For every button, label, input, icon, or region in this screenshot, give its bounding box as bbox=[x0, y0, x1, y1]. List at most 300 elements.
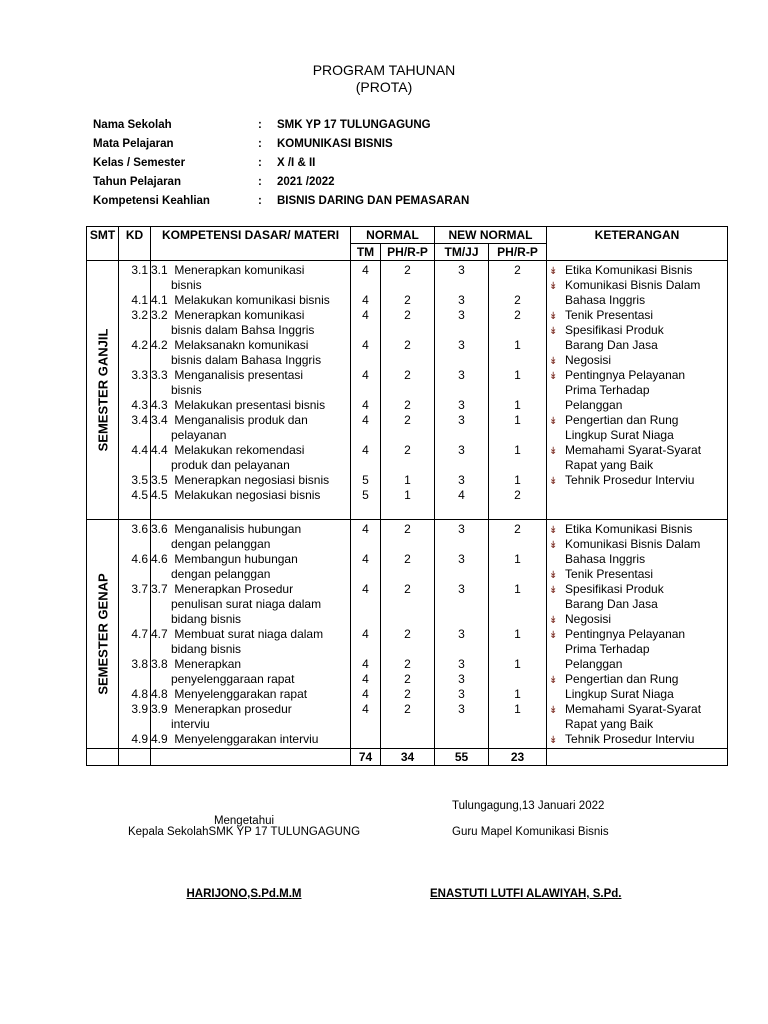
keterangan-line bbox=[547, 702, 727, 717]
keterangan-line bbox=[547, 263, 727, 278]
keterangan-text: Bahasa Inggris bbox=[565, 552, 646, 566]
tm-cell: 4 bbox=[362, 582, 369, 596]
keterangan-text: Komunikasi Bisnis Dalam bbox=[565, 537, 701, 551]
keterangan-column bbox=[547, 263, 727, 518]
keterangan-text: Pentingnya Pelayanan bbox=[565, 627, 686, 641]
keterangan-line bbox=[547, 582, 727, 597]
right-signature-name: ENASTUTI LUTFI ALAWIYAH, S.Pd. bbox=[430, 888, 622, 900]
phrp2-cell bbox=[489, 428, 546, 443]
right-signature-title: Guru Mapel Komunikasi Bisnis bbox=[452, 826, 609, 838]
tm-cell bbox=[351, 278, 380, 293]
bullet-arrow-icon: ↡ bbox=[549, 281, 558, 292]
phrp-cell: 2 bbox=[404, 368, 411, 382]
phrp-cell: 2 bbox=[404, 443, 411, 457]
materi-cell: 3.9 Menerapkan prosedur bbox=[151, 702, 292, 716]
tm-cell bbox=[351, 428, 380, 443]
keterangan-line bbox=[547, 473, 727, 488]
materi-cell: 4.9 Menyelenggarakan interviu bbox=[151, 732, 319, 746]
kd-cell bbox=[119, 717, 150, 732]
keterangan-text: Tehnik Prosedur Interviu bbox=[565, 473, 695, 487]
phrp-column bbox=[381, 263, 434, 518]
tm-column bbox=[351, 263, 380, 518]
tmjj-cell: 3 bbox=[458, 368, 465, 382]
phrp-cell bbox=[381, 537, 434, 552]
phrp-cell: 2 bbox=[404, 552, 411, 566]
phrp-cell bbox=[381, 612, 434, 627]
tm-cell bbox=[351, 323, 380, 338]
tmjj-cell bbox=[435, 353, 488, 368]
semester-genap-cell bbox=[87, 520, 119, 749]
phrp2-cell bbox=[489, 732, 546, 747]
keterangan-line bbox=[547, 383, 727, 398]
info-label: Kompetensi Keahlian bbox=[93, 195, 210, 207]
materi-cell: penyelenggaraan rapat bbox=[151, 672, 295, 686]
tm-cell: 4 bbox=[362, 413, 369, 427]
kd-cell: 4.6 bbox=[131, 552, 148, 566]
keterangan-line bbox=[547, 687, 727, 702]
total-tmjj: 55 bbox=[435, 749, 489, 766]
tm-cell: 4 bbox=[362, 398, 369, 412]
phrp2-cell: 1 bbox=[514, 368, 521, 382]
phrp-new-column bbox=[489, 522, 546, 747]
materi-cell bbox=[151, 503, 350, 518]
phrp2-cell: 2 bbox=[514, 263, 521, 277]
tmjj-cell bbox=[435, 642, 488, 657]
kd-cell bbox=[119, 353, 150, 368]
tmjj-cell bbox=[435, 428, 488, 443]
info-value: SMK YP 17 TULUNGAGUNG bbox=[277, 119, 431, 131]
keterangan-line bbox=[547, 732, 727, 747]
tmjj-cell: 3 bbox=[458, 627, 465, 641]
keterangan-text: Tenik Presentasi bbox=[565, 308, 654, 322]
keterangan-line bbox=[547, 413, 727, 428]
bullet-arrow-icon: ↡ bbox=[549, 735, 558, 746]
phrp-cell: 2 bbox=[404, 522, 411, 536]
bullet-arrow-icon: ↡ bbox=[549, 705, 558, 716]
keterangan-line bbox=[547, 323, 727, 338]
materi-cell: dengan pelanggan bbox=[151, 537, 271, 551]
keterangan-text: Memahami Syarat-Syarat bbox=[565, 702, 702, 716]
document-subtitle: (PROTA) bbox=[355, 79, 413, 95]
phrp2-cell bbox=[489, 323, 546, 338]
materi-cell: bisnis bbox=[151, 383, 202, 397]
materi-cell: 4.5 Melakukan negosiasi bisnis bbox=[151, 488, 321, 502]
materi-cell: bidang bisnis bbox=[151, 642, 242, 656]
phrp2-cell: 1 bbox=[514, 582, 521, 596]
materi-cell: bidang bisnis bbox=[151, 612, 242, 626]
keterangan-text: Pengertian dan Rung bbox=[565, 413, 679, 427]
total-phrp: 34 bbox=[381, 749, 435, 766]
keterangan-line bbox=[547, 353, 727, 368]
tm-cell bbox=[351, 732, 380, 747]
phrp-cell bbox=[381, 717, 434, 732]
header-tm: TM bbox=[351, 244, 381, 261]
info-label: Tahun Pelajaran bbox=[93, 176, 181, 188]
keterangan-line bbox=[547, 642, 727, 657]
header-smt: SMT bbox=[87, 227, 119, 261]
phrp2-cell: 1 bbox=[514, 627, 521, 641]
phrp-new-column bbox=[489, 263, 546, 518]
info-label: Mata Pelajaran bbox=[93, 138, 174, 150]
keterangan-text: Rapat yang Baik bbox=[565, 717, 654, 731]
semester-genap-row bbox=[87, 520, 728, 749]
keterangan-line bbox=[547, 657, 727, 672]
tm-cell: 4 bbox=[362, 522, 369, 536]
info-separator: : bbox=[258, 176, 262, 188]
materi-cell: bisnis dalam Bahsa Inggris bbox=[151, 323, 315, 337]
phrp-column bbox=[381, 522, 434, 747]
keterangan-line bbox=[547, 488, 727, 503]
materi-cell: interviu bbox=[151, 717, 210, 731]
semester-genap-label: SEMESTER GENAP bbox=[95, 573, 110, 695]
tmjj-cell bbox=[435, 612, 488, 627]
keterangan-text: Etika Komunikasi Bisnis bbox=[565, 522, 693, 536]
tm-cell: 5 bbox=[362, 488, 369, 502]
bullet-arrow-icon: ↡ bbox=[549, 266, 558, 277]
keterangan-text: Pelanggan bbox=[565, 657, 623, 671]
phrp2-cell bbox=[489, 503, 546, 518]
kd-column bbox=[119, 263, 150, 518]
tmjj-cell: 3 bbox=[458, 672, 465, 686]
tmjj-cell: 3 bbox=[458, 263, 465, 277]
kd-cell bbox=[119, 612, 150, 627]
header-keterangan: KETERANGAN bbox=[547, 227, 728, 261]
phrp-cell: 1 bbox=[404, 488, 411, 502]
materi-cell: 4.4 Melakukan rekomendasi bbox=[151, 443, 305, 457]
phrp2-cell bbox=[489, 353, 546, 368]
total-tm: 74 bbox=[351, 749, 381, 766]
materi-cell: 3.3 Menganalisis presentasi bbox=[151, 368, 304, 382]
document-title: PROGRAM TAHUNAN bbox=[312, 62, 456, 78]
tm-cell: 4 bbox=[362, 672, 369, 686]
keterangan-text: Tehnik Prosedur Interviu bbox=[565, 732, 695, 746]
keterangan-line bbox=[547, 552, 727, 567]
phrp2-cell bbox=[489, 672, 546, 687]
phrp2-cell: 2 bbox=[514, 308, 521, 322]
header-materi: KOMPETENSI DASAR/ MATERI bbox=[151, 227, 351, 261]
materi-cell: 4.8 Menyelenggarakan rapat bbox=[151, 687, 308, 701]
tm-cell bbox=[351, 537, 380, 552]
header-kd: KD bbox=[119, 227, 151, 261]
tm-cell: 4 bbox=[362, 687, 369, 701]
keterangan-line bbox=[547, 338, 727, 353]
info-value: KOMUNIKASI BISNIS bbox=[277, 138, 393, 150]
phrp2-cell: 1 bbox=[514, 338, 521, 352]
kd-column bbox=[119, 522, 150, 747]
materi-cell: bisnis bbox=[151, 278, 202, 292]
phrp2-cell: 1 bbox=[514, 413, 521, 427]
materi-cell: dengan pelanggan bbox=[151, 567, 271, 581]
keterangan-line bbox=[547, 428, 727, 443]
phrp-cell: 2 bbox=[404, 627, 411, 641]
tm-cell bbox=[351, 597, 380, 612]
keterangan-line bbox=[547, 612, 727, 627]
info-separator: : bbox=[258, 138, 262, 150]
info-label: Nama Sekolah bbox=[93, 119, 172, 131]
kd-cell bbox=[119, 672, 150, 687]
tm-cell bbox=[351, 383, 380, 398]
info-separator: : bbox=[258, 195, 262, 207]
keterangan-text: Prima Terhadap bbox=[565, 642, 650, 656]
phrp2-cell bbox=[489, 383, 546, 398]
materi-cell: 3.1 Menerapkan komunikasi bbox=[151, 263, 305, 277]
semester-ganjil-row bbox=[87, 261, 728, 520]
tmjj-cell: 3 bbox=[458, 582, 465, 596]
phrp-cell: 2 bbox=[404, 687, 411, 701]
left-signature-name: HARIJONO,S.Pd.M.M bbox=[186, 888, 302, 900]
keterangan-text: Memahami Syarat-Syarat bbox=[565, 443, 702, 457]
phrp-cell bbox=[381, 503, 434, 518]
keterangan-line bbox=[547, 293, 727, 308]
kd-cell: 3.3 bbox=[131, 368, 148, 382]
tmjj-cell bbox=[435, 503, 488, 518]
phrp-cell bbox=[381, 278, 434, 293]
bullet-arrow-icon: ↡ bbox=[549, 615, 558, 626]
tm-cell bbox=[351, 458, 380, 473]
kd-cell: 3.2 bbox=[131, 308, 148, 322]
phrp-cell bbox=[381, 428, 434, 443]
tm-cell bbox=[351, 353, 380, 368]
bullet-arrow-icon: ↡ bbox=[549, 630, 558, 641]
keterangan-text: Pengertian dan Rung bbox=[565, 672, 679, 686]
kd-cell bbox=[119, 383, 150, 398]
total-phrp-new: 23 bbox=[489, 749, 547, 766]
materi-cell: bisnis dalam Bahasa Inggris bbox=[151, 353, 322, 367]
tmjj-cell bbox=[435, 567, 488, 582]
header-normal: NORMAL bbox=[351, 227, 435, 244]
info-value: X /I & II bbox=[277, 157, 316, 169]
tmjj-cell: 4 bbox=[458, 488, 465, 502]
materi-cell: 4.2 Melaksanakn komunikasi bbox=[151, 338, 309, 352]
tm-cell bbox=[351, 642, 380, 657]
kd-cell bbox=[119, 503, 150, 518]
phrp-cell: 2 bbox=[404, 308, 411, 322]
phrp2-cell bbox=[489, 717, 546, 732]
keterangan-line bbox=[547, 627, 727, 642]
tm-column bbox=[351, 522, 380, 747]
phrp2-cell: 1 bbox=[514, 398, 521, 412]
phrp-cell bbox=[381, 458, 434, 473]
phrp-cell bbox=[381, 383, 434, 398]
kd-cell: 3.8 bbox=[131, 657, 148, 671]
kd-cell: 4.1 bbox=[131, 293, 148, 307]
keterangan-line bbox=[547, 503, 727, 518]
tmjj-cell: 3 bbox=[458, 657, 465, 671]
phrp-cell bbox=[381, 353, 434, 368]
keterangan-line bbox=[547, 672, 727, 687]
materi-cell: 3.5 Menerapkan negosiasi bisnis bbox=[151, 473, 330, 487]
tmjj-cell bbox=[435, 597, 488, 612]
tmjj-cell: 3 bbox=[458, 338, 465, 352]
phrp2-cell bbox=[489, 278, 546, 293]
kd-cell bbox=[119, 278, 150, 293]
bullet-arrow-icon: ↡ bbox=[549, 540, 558, 551]
tmjj-cell: 3 bbox=[458, 398, 465, 412]
kd-cell bbox=[119, 597, 150, 612]
keterangan-text: Komunikasi Bisnis Dalam bbox=[565, 278, 701, 292]
header-new-normal: NEW NORMAL bbox=[435, 227, 547, 244]
keterangan-text: Negosisi bbox=[565, 353, 612, 367]
tmjj-cell bbox=[435, 278, 488, 293]
bullet-arrow-icon: ↡ bbox=[549, 675, 558, 686]
phrp2-cell bbox=[489, 597, 546, 612]
keterangan-text: Lingkup Surat Niaga bbox=[565, 687, 674, 701]
materi-cell: 4.6 Membangun hubungan bbox=[151, 552, 298, 566]
keterangan-text: Tenik Presentasi bbox=[565, 567, 654, 581]
phrp-cell: 2 bbox=[404, 657, 411, 671]
tm-cell bbox=[351, 567, 380, 582]
phrp2-cell: 1 bbox=[514, 552, 521, 566]
bullet-arrow-icon: ↡ bbox=[549, 525, 558, 536]
keterangan-line bbox=[547, 717, 727, 732]
tm-cell: 4 bbox=[362, 368, 369, 382]
phrp2-cell bbox=[489, 567, 546, 582]
tm-cell: 4 bbox=[362, 308, 369, 322]
tmjj-cell bbox=[435, 537, 488, 552]
kd-cell: 3.6 bbox=[131, 522, 148, 536]
tmjj-cell bbox=[435, 383, 488, 398]
kd-cell: 3.9 bbox=[131, 702, 148, 716]
tmjj-column bbox=[435, 263, 488, 518]
phrp2-cell: 2 bbox=[514, 522, 521, 536]
materi-cell: 3.2 Menerapkan komunikasi bbox=[151, 308, 305, 322]
tm-cell bbox=[351, 503, 380, 518]
materi-cell: produk dan pelayanan bbox=[151, 458, 290, 472]
materi-cell: 3.7 Menerapkan Prosedur bbox=[151, 582, 294, 596]
kd-cell bbox=[119, 537, 150, 552]
phrp2-cell: 1 bbox=[514, 687, 521, 701]
tmjj-cell: 3 bbox=[458, 552, 465, 566]
phrp2-cell bbox=[489, 458, 546, 473]
left-signature-title-2: Kepala SekolahSMK YP 17 TULUNGAGUNG bbox=[127, 826, 361, 838]
tmjj-cell: 3 bbox=[458, 473, 465, 487]
phrp-cell: 2 bbox=[404, 293, 411, 307]
phrp-cell bbox=[381, 732, 434, 747]
kd-cell: 4.3 bbox=[131, 398, 148, 412]
phrp-cell: 2 bbox=[404, 398, 411, 412]
bullet-arrow-icon: ↡ bbox=[549, 356, 558, 367]
bullet-arrow-icon: ↡ bbox=[549, 326, 558, 337]
header-tmjj: TM/JJ bbox=[435, 244, 489, 261]
phrp-cell: 2 bbox=[404, 582, 411, 596]
kd-cell: 4.2 bbox=[131, 338, 148, 352]
materi-cell: 4.3 Melakukan presentasi bisnis bbox=[151, 398, 326, 412]
left-signature-title-1: Mengetahui bbox=[213, 815, 275, 827]
materi-cell: 4.1 Melakukan komunikasi bisnis bbox=[151, 293, 330, 307]
bullet-arrow-icon: ↡ bbox=[549, 416, 558, 427]
keterangan-text: Spesifikasi Produk bbox=[565, 582, 664, 596]
keterangan-text: Etika Komunikasi Bisnis bbox=[565, 263, 693, 277]
kd-cell: 3.4 bbox=[131, 413, 148, 427]
phrp-cell: 1 bbox=[404, 473, 411, 487]
tmjj-cell bbox=[435, 717, 488, 732]
info-separator: : bbox=[258, 119, 262, 131]
semester-ganjil-label: SEMESTER GANJIL bbox=[95, 328, 110, 452]
keterangan-line bbox=[547, 567, 727, 582]
bullet-arrow-icon: ↡ bbox=[549, 371, 558, 382]
tm-cell: 4 bbox=[362, 443, 369, 457]
keterangan-column bbox=[547, 522, 727, 747]
materi-cell: 3.6 Menganalisis hubungan bbox=[151, 522, 302, 536]
tm-cell: 4 bbox=[362, 263, 369, 277]
keterangan-line bbox=[547, 537, 727, 552]
keterangan-text: Barang Dan Jasa bbox=[565, 338, 658, 352]
keterangan-text: Pelanggan bbox=[565, 398, 623, 412]
keterangan-text: Rapat yang Baik bbox=[565, 458, 654, 472]
tmjj-cell bbox=[435, 732, 488, 747]
kd-cell: 4.9 bbox=[131, 732, 148, 746]
info-value: 2021 /2022 bbox=[277, 176, 335, 188]
phrp-cell bbox=[381, 323, 434, 338]
kd-cell: 4.4 bbox=[131, 443, 148, 457]
tm-cell: 4 bbox=[362, 702, 369, 716]
materi-cell: penulisan surat niaga dalam bbox=[151, 597, 322, 611]
materi-cell: pelayanan bbox=[151, 428, 227, 442]
kd-cell: 4.5 bbox=[131, 488, 148, 502]
phrp2-cell bbox=[489, 642, 546, 657]
tm-cell: 5 bbox=[362, 473, 369, 487]
info-label: Kelas / Semester bbox=[93, 157, 186, 169]
header-phrp: PH/R-P bbox=[381, 244, 435, 261]
tm-cell: 4 bbox=[362, 338, 369, 352]
keterangan-text: Barang Dan Jasa bbox=[565, 597, 658, 611]
tmjj-cell: 3 bbox=[458, 522, 465, 536]
keterangan-line bbox=[547, 443, 727, 458]
kd-cell: 4.8 bbox=[131, 687, 148, 701]
tmjj-cell bbox=[435, 323, 488, 338]
bullet-arrow-icon: ↡ bbox=[549, 311, 558, 322]
phrp2-cell bbox=[489, 537, 546, 552]
tmjj-cell: 3 bbox=[458, 687, 465, 701]
tm-cell: 4 bbox=[362, 627, 369, 641]
kd-cell bbox=[119, 323, 150, 338]
tmjj-column bbox=[435, 522, 488, 747]
phrp-cell bbox=[381, 597, 434, 612]
kd-cell: 4.7 bbox=[131, 627, 148, 641]
phrp-cell bbox=[381, 642, 434, 657]
tm-cell bbox=[351, 717, 380, 732]
phrp-cell bbox=[381, 567, 434, 582]
kd-cell: 3.7 bbox=[131, 582, 148, 596]
keterangan-line bbox=[547, 522, 727, 537]
materi-column bbox=[151, 263, 350, 518]
tmjj-cell: 3 bbox=[458, 293, 465, 307]
phrp2-cell: 2 bbox=[514, 293, 521, 307]
keterangan-text: Prima Terhadap bbox=[565, 383, 650, 397]
keterangan-line bbox=[547, 368, 727, 383]
bullet-arrow-icon: ↡ bbox=[549, 446, 558, 457]
phrp-cell: 2 bbox=[404, 702, 411, 716]
keterangan-text: Spesifikasi Produk bbox=[565, 323, 664, 337]
keterangan-text: Negosisi bbox=[565, 612, 612, 626]
bullet-arrow-icon: ↡ bbox=[549, 585, 558, 596]
tmjj-cell bbox=[435, 458, 488, 473]
totals-row bbox=[87, 749, 728, 766]
kd-cell bbox=[119, 458, 150, 473]
phrp2-cell: 1 bbox=[514, 702, 521, 716]
header-phrp-new: PH/R-P bbox=[489, 244, 547, 261]
prota-table bbox=[86, 226, 728, 766]
tm-cell: 4 bbox=[362, 657, 369, 671]
keterangan-line bbox=[547, 398, 727, 413]
phrp-cell: 2 bbox=[404, 413, 411, 427]
phrp2-cell: 2 bbox=[514, 488, 521, 502]
materi-column bbox=[151, 522, 350, 747]
semester-ganjil-cell bbox=[87, 261, 119, 520]
keterangan-line bbox=[547, 308, 727, 323]
phrp2-cell: 1 bbox=[514, 473, 521, 487]
phrp2-cell: 1 bbox=[514, 657, 521, 671]
